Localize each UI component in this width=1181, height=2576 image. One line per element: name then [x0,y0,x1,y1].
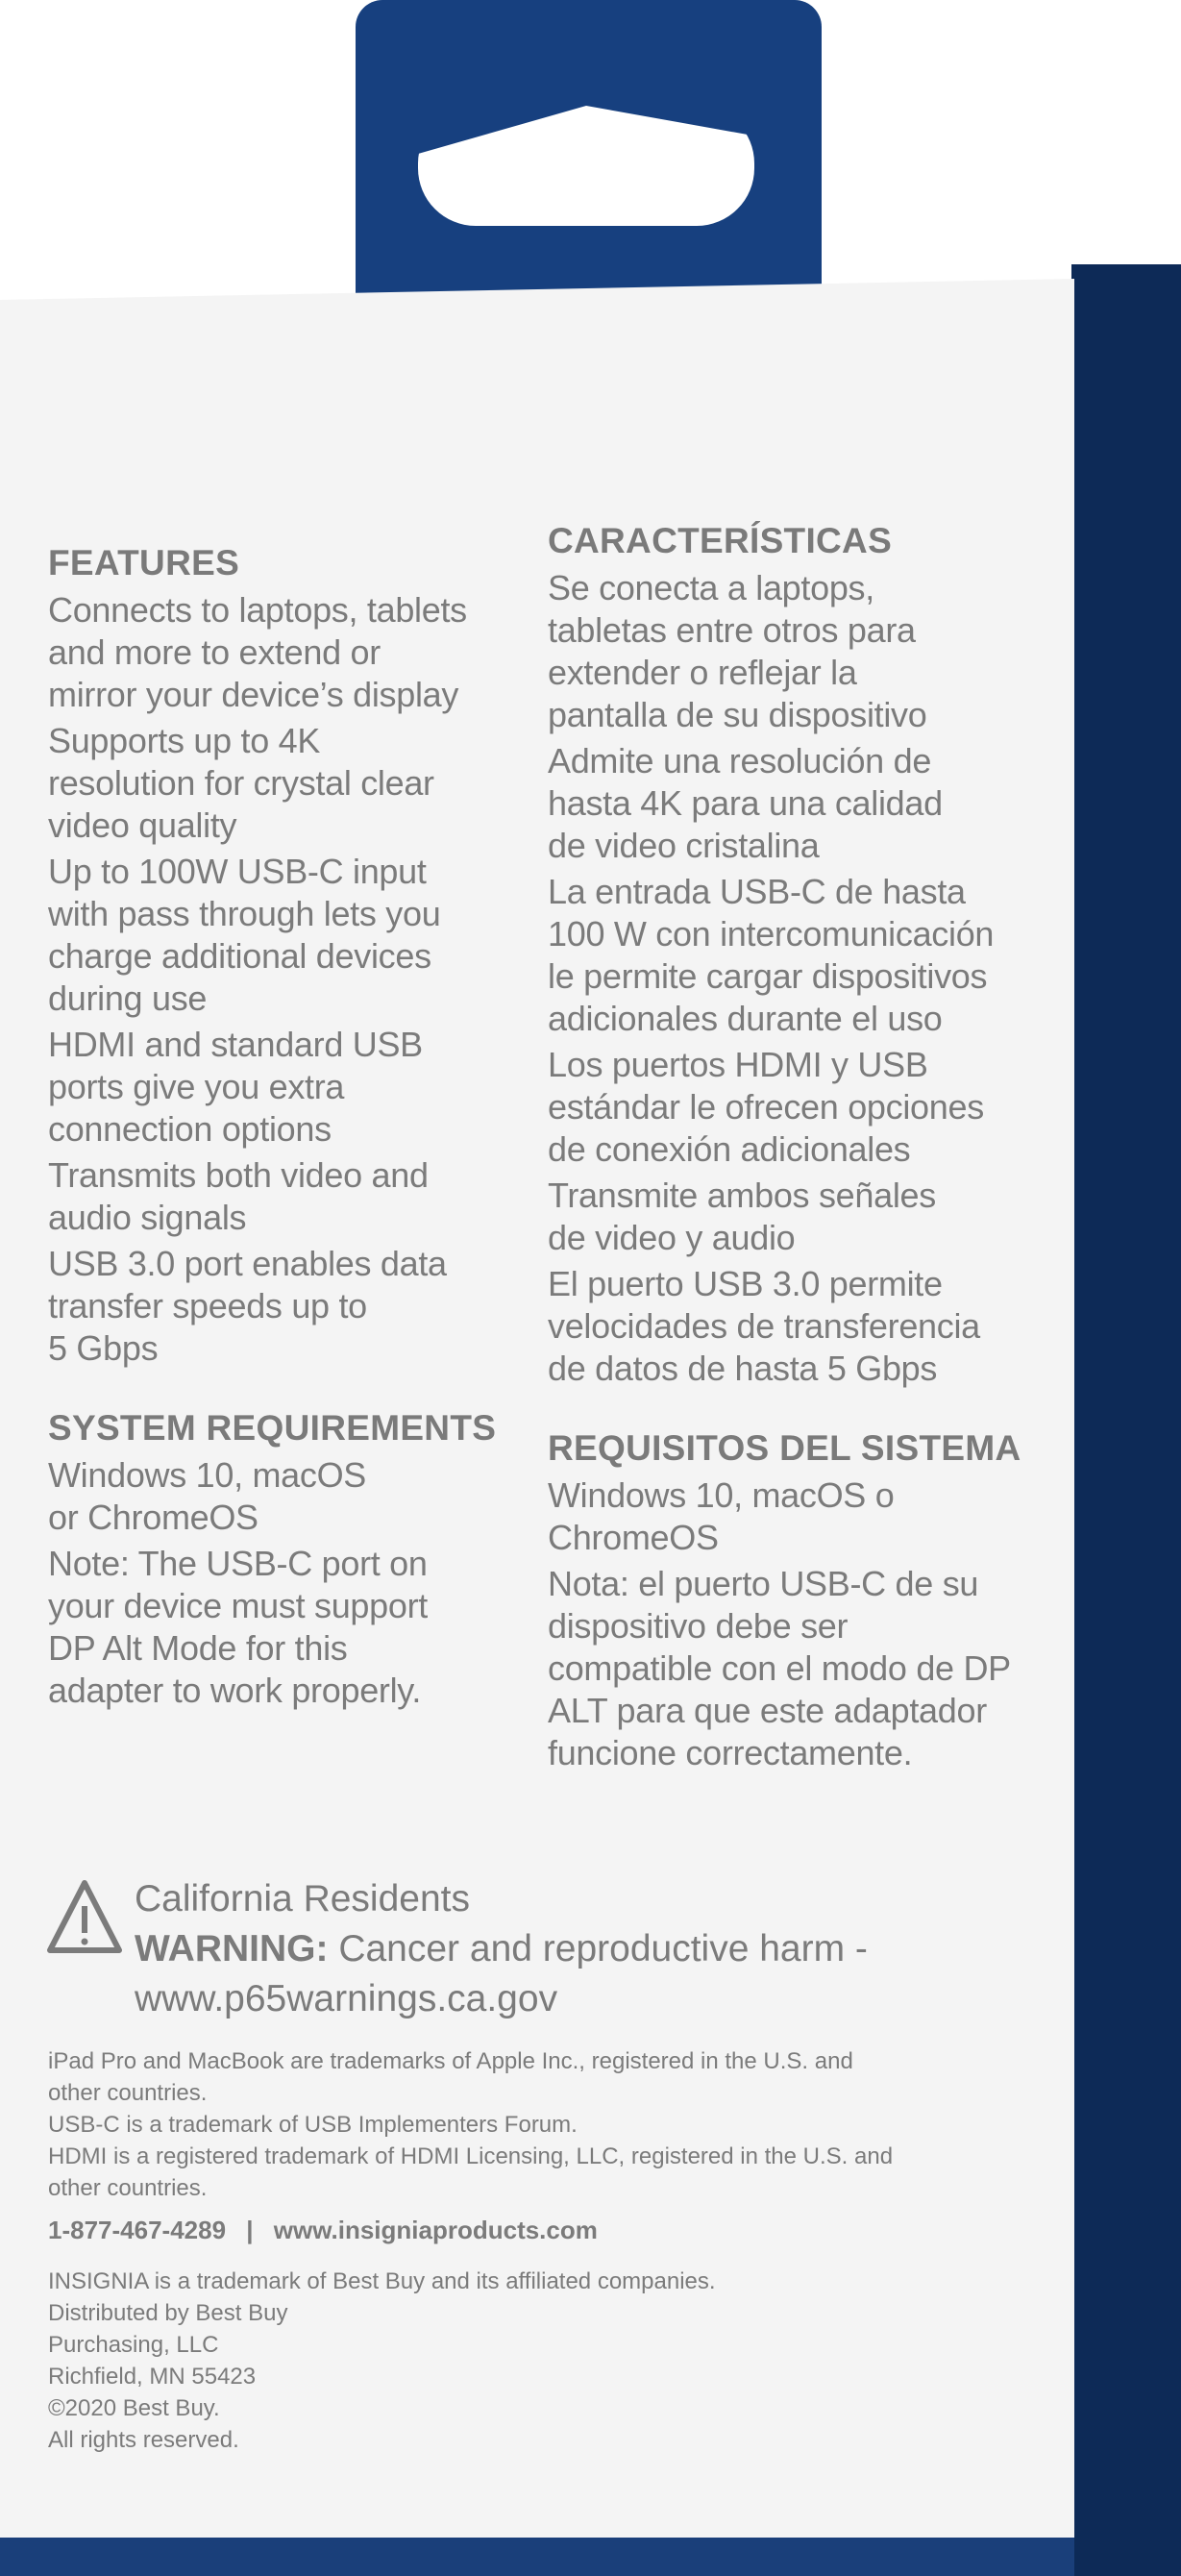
feature-item: Supports up to 4K resolution for crystal clear video quality [48,721,434,845]
requirement-item: Nota: el puerto USB-C de su dispositivo debe ser compatible con el modo de DP ALT para que este adaptador funcione correctamente. [548,1564,1011,1772]
requirement-item: Windows 10, macOS or ChromeOS [48,1455,367,1537]
separator: | [246,2216,254,2244]
box-side-panel [1071,264,1181,2576]
phone-number: 1-877-467-4289 [48,2216,227,2244]
caracteristicas-heading: CARACTERÍSTICAS [548,521,893,560]
feature-item: Admite una resolución de hasta 4K para una calidad de video cristalina [548,741,943,865]
feature-item: HDMI and standard USB ports give you extra connection options [48,1025,423,1149]
feature-item: Up to 100W USB-C input with pass through lets you charge additional devices during use [48,852,441,1018]
feature-item: Transmite ambos señales de video y audio [548,1176,936,1257]
feature-item: USB 3.0 port enables data transfer speeds up to 5 Gbps [48,1244,447,1368]
requirement-item: Note: The USB-C port on your device must support DP Alt Mode for this adapter to work properly. [48,1544,428,1710]
requirement-item: Windows 10, macOS o ChromeOS [548,1475,895,1557]
box-bottom-strip [0,2538,1074,2576]
hang-tab [356,0,822,308]
warning-label: WARNING: [135,1928,329,1969]
warning-line-1: California Residents [135,1878,471,1920]
warning-line-2: Cancer and reproductive harm - [328,1928,868,1969]
warning-triangle-icon [46,1879,123,1956]
english-column [48,543,548,1716]
requirements-heading: SYSTEM REQUIREMENTS [48,1408,497,1448]
feature-item: La entrada USB-C de hasta 100 W con intercomunicación le permite cargar dispositivos adicionales durante el uso [548,872,995,1038]
feature-item: Los puertos HDMI y USB estándar le ofrecen opciones de conexión adicionales [548,1045,984,1169]
contact-line [48,2216,598,2245]
trademark-notice: iPad Pro and MacBook are trademarks of Apple Inc., registered in the U.S. and other countries. USB-C is a trademark of USB Implementers Forum. HDMI is a registered trademark of HDMI Licensing, LLC, registered in the U.S. and other countries. [48,2048,894,2201]
feature-item: El puerto USB 3.0 permite velocidades de transferencia de datos de hasta 5 Gbps [548,1264,980,1388]
legal-notice: INSIGNIA is a trademark of Best Buy and its affiliated companies. Distributed by Best Buy Purchasing, LLC Richfield, MN 55423 ©2020 Best Buy. All rights reserved. [48,2268,716,2453]
hang-hole [418,106,754,226]
warning-url: www.p65warnings.ca.gov [135,1978,558,2019]
features-heading: FEATURES [48,543,240,582]
spanish-column [548,521,1067,1778]
website: www.insigniaproducts.com [273,2216,598,2244]
feature-item: Transmits both video and audio signals [48,1155,429,1237]
requisitos-heading: REQUISITOS DEL SISTEMA [548,1428,1021,1468]
feature-item: Se conecta a laptops, tabletas entre otros para extender o reflejar la pantalla de su dispositivo [548,568,927,734]
feature-item: Connects to laptops, tablets and more to extend or mirror your device’s display [48,590,467,714]
